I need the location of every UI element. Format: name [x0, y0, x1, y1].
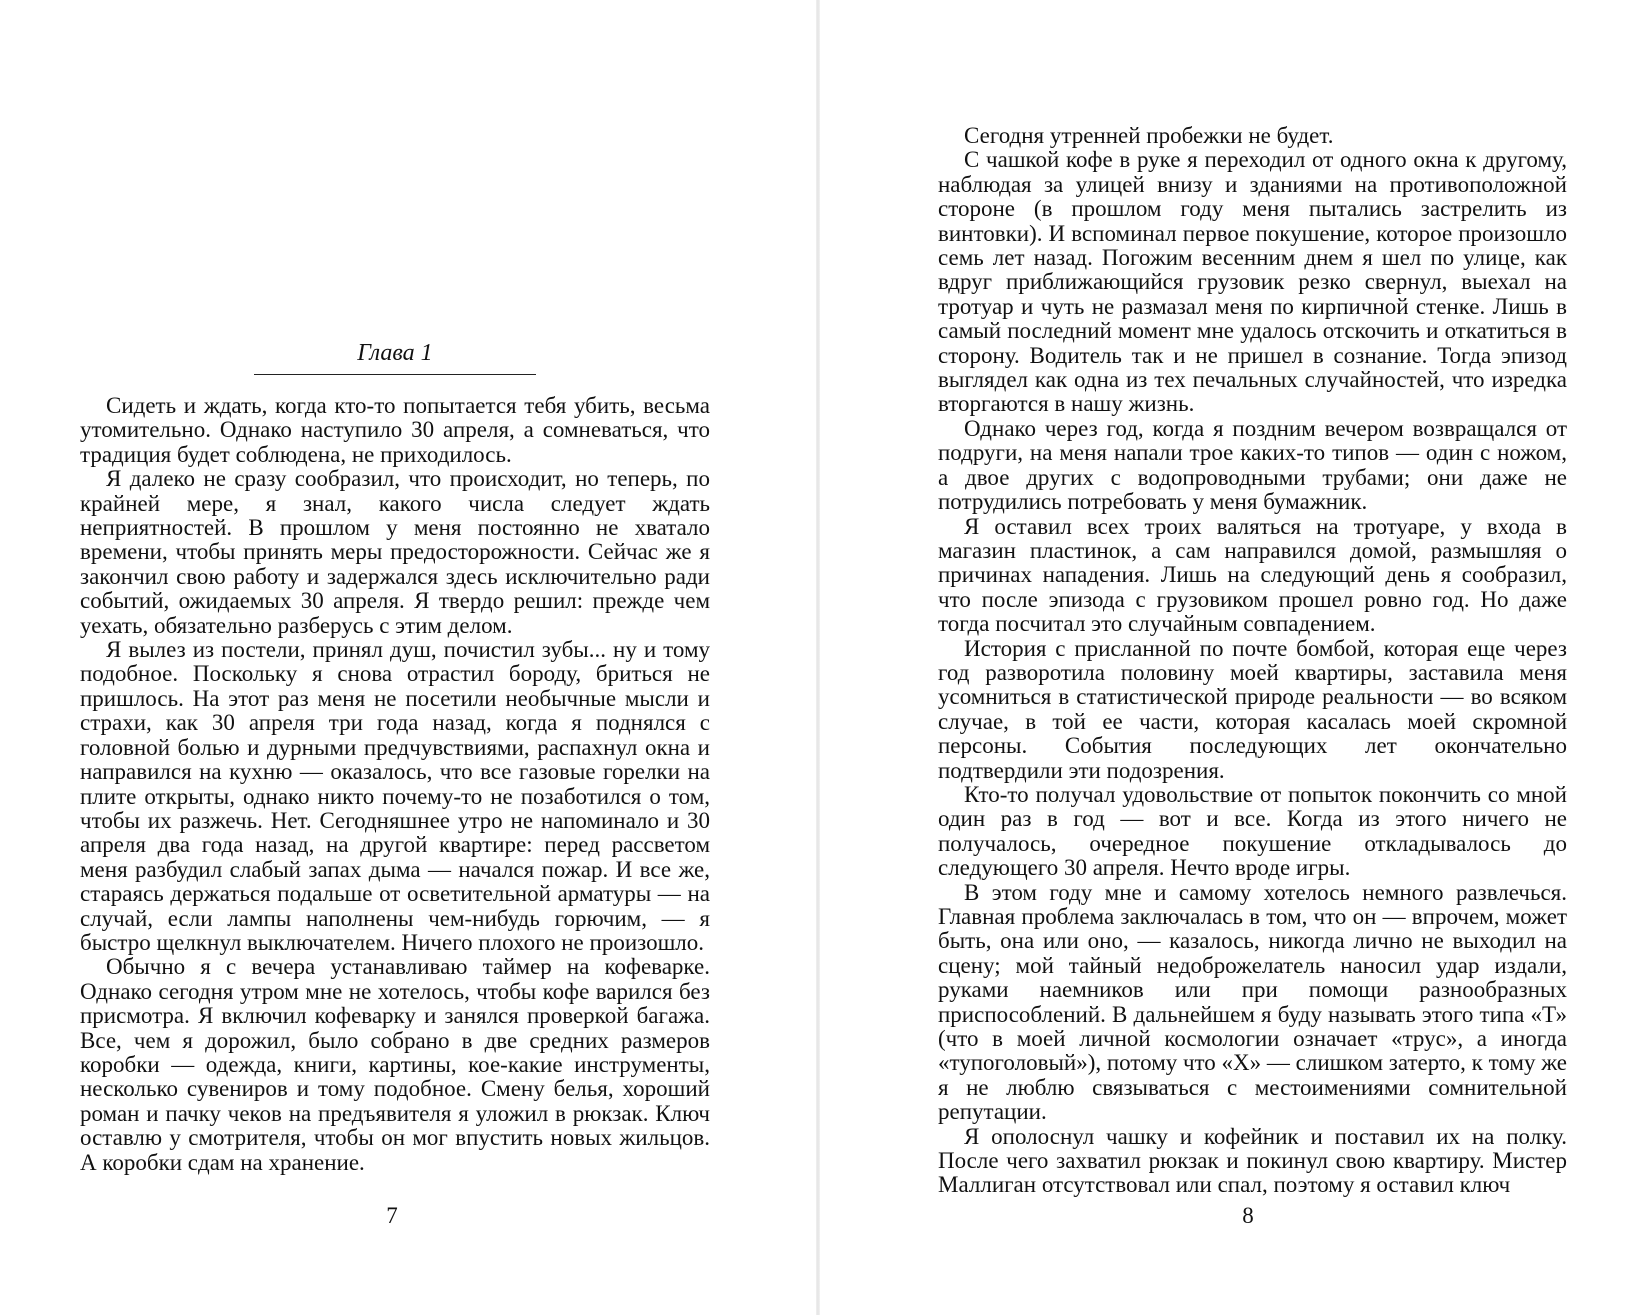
page-number-left: 7 — [386, 1203, 398, 1228]
paragraph: История с присланной по почте бомбой, которая еще через год разворотила половину моей квартиры, заставила меня усомниться в статистической природе реальности — во всяком случае, в той ее части, которая касалась моей скромной персоны. События последующих лет окончательно подтвердили эти подозрения. — [938, 635, 1567, 783]
right-page-text — [938, 124, 1567, 1198]
paragraph: Я оставил всех троих валяться на тротуаре, у входа в магазин пластинок, а сам направился домой, размышляя о причинах нападения. Лишь на следующий день я сообразил, что после эпизода с грузовиком прошел ровно год. Но даже тогда посчитал это случайным совпадением. — [938, 513, 1567, 637]
paragraph: С чашкой кофе в руке я переходил от одного окна к другому, наблюдая за улицей внизу и зданиями на противоположной стороне (в прошлом году меня пытались застрелить из винтовки). И вспоминал первое покушение, которое произошло семь лет назад. Погожим весенним днем я шел по улице, как вдруг приближающийся грузовик резко свернул, выехал на тротуар и чуть не размазал меня по кирпичной стенке. Лишь в самый последний момент мне удалось отскочить и откатиться в сторону. Водитель так и не пришел в сознание. Тогда эпизод выглядел как одна из тех печальных случайностей, что изредка вторгаются в нашу жизнь. — [938, 147, 1567, 417]
paragraph: Кто-то получал удовольствие от попыток покончить со мной один раз в год — вот и все. Когда из этого ничего не получалось, очередное покушение откладывалось до следующего 30 апреля. Нечто вроде игры. — [938, 781, 1567, 881]
right-page — [820, 0, 1634, 1315]
chapter-title: Глава 1 — [357, 340, 433, 366]
paragraph: Я далеко не сразу сообразил, что происходит, но теперь, по крайней мере, я знал, какого числа следует ждать неприятностей. В прошлом у меня постоянно не хватало времени, чтобы принять меры предосторожности. Сейчас же я закончил свою работу и задержался здесь исключительно ради событий, ожидаемых 30 апреля. Я твердо решил: прежде чем уехать, обязательно разберусь с этим делом. — [80, 466, 710, 638]
paragraph: Я ополоснул чашку и кофейник и поставил их на полку. После чего захватил рюкзак и покинул свою квартиру. Мистер Маллиган отсутствовал или спал, поэтому я оставил ключ — [938, 1123, 1567, 1198]
paragraph: Сидеть и ждать, когда кто-то попытается тебя убить, весьма утомительно. Однако наступило 30 апреля, а сомневаться, что традиция будет соблюдена, не приходилось. — [80, 393, 710, 467]
paragraph: Я вылез из постели, принял душ, почистил зубы... ну и тому подобное. Поскольку я снова отрастил бороду, бриться не пришлось. На этот раз меня не посетили необычные мысли и страхи, как 30 апреля три года назад, когда я поднялся с головной болью и дурными предчувствиями, распахнул окна и направился на кухню — оказалось, что все газовые горелки на плите открыты, однако никто почему-то не позаботился о том, чтобы их разжечь. Нет. Сегодняшнее утро не напоминало и 30 апреля два года назад, на другой квартире: перед рассветом меня разбудил слабый запах дыма — начался пожар. И все же, стараясь держаться подальше от осветительной арматуры — на случай, если лампы наполнены чем-нибудь горючим, — я быстро щелкнул выключателем. Ничего плохого не произошло. — [80, 637, 710, 955]
chapter-title-rule — [254, 374, 536, 375]
left-page-text — [80, 394, 710, 1175]
paragraph: Сегодня утренней пробежки не будет. — [964, 123, 1334, 148]
paragraph: Обычно я с вечера устанавливаю таймер на кофеварке. Однако сегодня утром мне не хотелось, чтобы кофе варился без присмотра. Я включил кофеварку и занялся проверкой багажа. Все, чем я дорожил, было собрано в две средних размеров коробки — одежда, книги, картины, кое-какие инструменты, несколько сувениров и тому подобное. Смену белья, хороший роман и пачку чеков на предъявителя я уложил в рюкзак. Ключ оставлю у смотрителя, чтобы он мог впустить новых жильцов. А коробки сдам на хранение. — [80, 954, 710, 1175]
page-number-right: 8 — [1242, 1203, 1254, 1228]
paragraph: В этом году мне и самому хотелось немного развлечься. Главная проблема заключалась в том, что он — впрочем, может быть, она или оно, — казалось, никогда лично не выходил на сцену; мой тайный недоброжелатель наносил удар издали, руками наемников или при помощи разнообразных приспособлений. В дальнейшем я буду называть этого типа «Т» (что в моей личной космологии означает «трус», а иногда «тупоголовый»), потому что «X» — слишком затерто, к тому же я не люблю связываться с местоимениями сомнительной репутации. — [938, 879, 1567, 1125]
paragraph: Однако через год, когда я поздним вечером возвращался от подруги, на меня напали трое каких-то типов — один с ножом, а двое других с водопроводными трубами; они даже не потрудились потребовать у меня бумажник. — [938, 415, 1567, 515]
